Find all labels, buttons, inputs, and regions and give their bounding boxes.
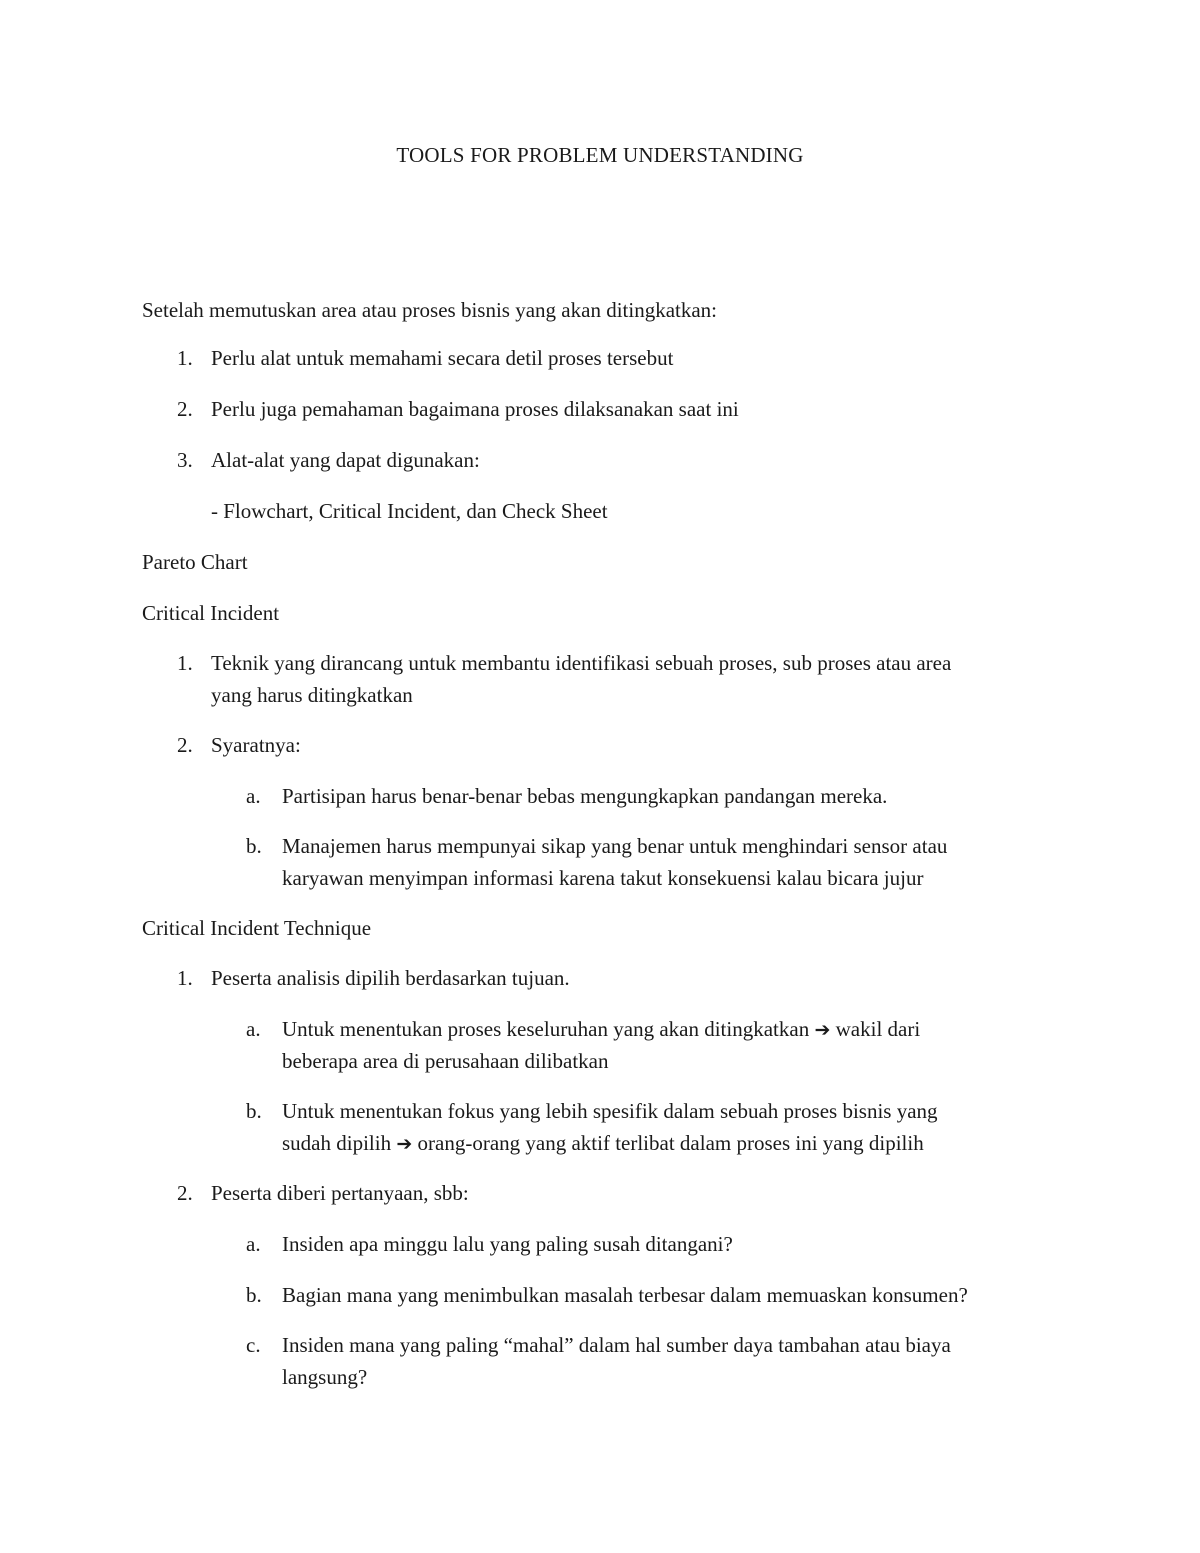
sublist-marker: c. (246, 1333, 261, 1357)
list-item: Perlu juga pemahaman bagaimana proses dilaksanakan saat ini (211, 397, 739, 421)
list-marker: 2. (177, 1181, 193, 1205)
sublist-item-continuation: beberapa area di perusahaan dilibatkan (282, 1049, 609, 1073)
list-item: Syaratnya: (211, 733, 301, 757)
sublist-marker: b. (246, 834, 262, 858)
intro-text: Setelah memutuskan area atau proses bisnis yang akan ditingkatkan: (142, 298, 718, 322)
sublist-item: Manajemen harus mempunyai sikap yang benar untuk menghindari sensor atau (282, 834, 948, 858)
list-item: Peserta diberi pertanyaan, sbb: (211, 1181, 469, 1205)
sublist-marker: a. (246, 1017, 261, 1041)
arrow-right-icon: ➔ (396, 1133, 413, 1155)
sublist-marker: a. (246, 1232, 261, 1256)
heading-critical-incident-technique: Critical Incident Technique (142, 916, 372, 940)
sublist-text: sudah dipilih (282, 1131, 397, 1155)
sublist-text: Untuk menentukan proses keseluruhan yang akan ditingkatkan (282, 1017, 815, 1041)
arrow-right-icon: ➔ (814, 1019, 831, 1041)
list-item-continuation: yang harus ditingkatkan (211, 683, 413, 707)
sublist-item: Partisipan harus benar-benar bebas mengungkapkan pandangan mereka. (282, 784, 888, 808)
tools-line: - Flowchart, Critical Incident, dan Check Sheet (211, 499, 608, 523)
sublist-marker: a. (246, 784, 261, 808)
heading-critical-incident: Critical Incident (142, 601, 280, 625)
sublist-item-continuation (282, 1127, 924, 1160)
sublist-text: wakil dari (830, 1017, 921, 1041)
sublist-item: Insiden apa minggu lalu yang paling susah ditangani? (282, 1232, 733, 1256)
list-marker: 1. (177, 346, 193, 370)
page-title: TOOLS FOR PROBLEM UNDERSTANDING (396, 143, 804, 167)
sublist-item (282, 1013, 920, 1046)
heading-pareto-chart: Pareto Chart (142, 550, 248, 574)
list-marker: 2. (177, 733, 193, 757)
list-marker: 1. (177, 966, 193, 990)
sublist-item-continuation: langsung? (282, 1365, 368, 1389)
list-marker: 2. (177, 397, 193, 421)
list-item: Peserta analisis dipilih berdasarkan tujuan. (211, 966, 570, 990)
sublist-marker: b. (246, 1099, 262, 1123)
list-item: Teknik yang dirancang untuk membantu identifikasi sebuah proses, sub proses atau area (211, 651, 952, 675)
list-item: Alat-alat yang dapat digunakan: (211, 448, 480, 472)
sublist-text: orang-orang yang aktif terlibat dalam proses ini yang dipilih (412, 1131, 924, 1155)
list-item: Perlu alat untuk memahami secara detil proses tersebut (211, 346, 674, 370)
sublist-item: Bagian mana yang menimbulkan masalah terbesar dalam memuaskan konsumen? (282, 1283, 968, 1307)
sublist-marker: b. (246, 1283, 262, 1307)
sublist-item: Untuk menentukan fokus yang lebih spesifik dalam sebuah proses bisnis yang (282, 1099, 938, 1123)
list-marker: 3. (177, 448, 193, 472)
list-marker: 1. (177, 651, 193, 675)
sublist-item: Insiden mana yang paling “mahal” dalam hal sumber daya tambahan atau biaya (282, 1333, 951, 1357)
sublist-item-continuation: karyawan menyimpan informasi karena takut konsekuensi kalau bicara jujur (282, 866, 924, 890)
